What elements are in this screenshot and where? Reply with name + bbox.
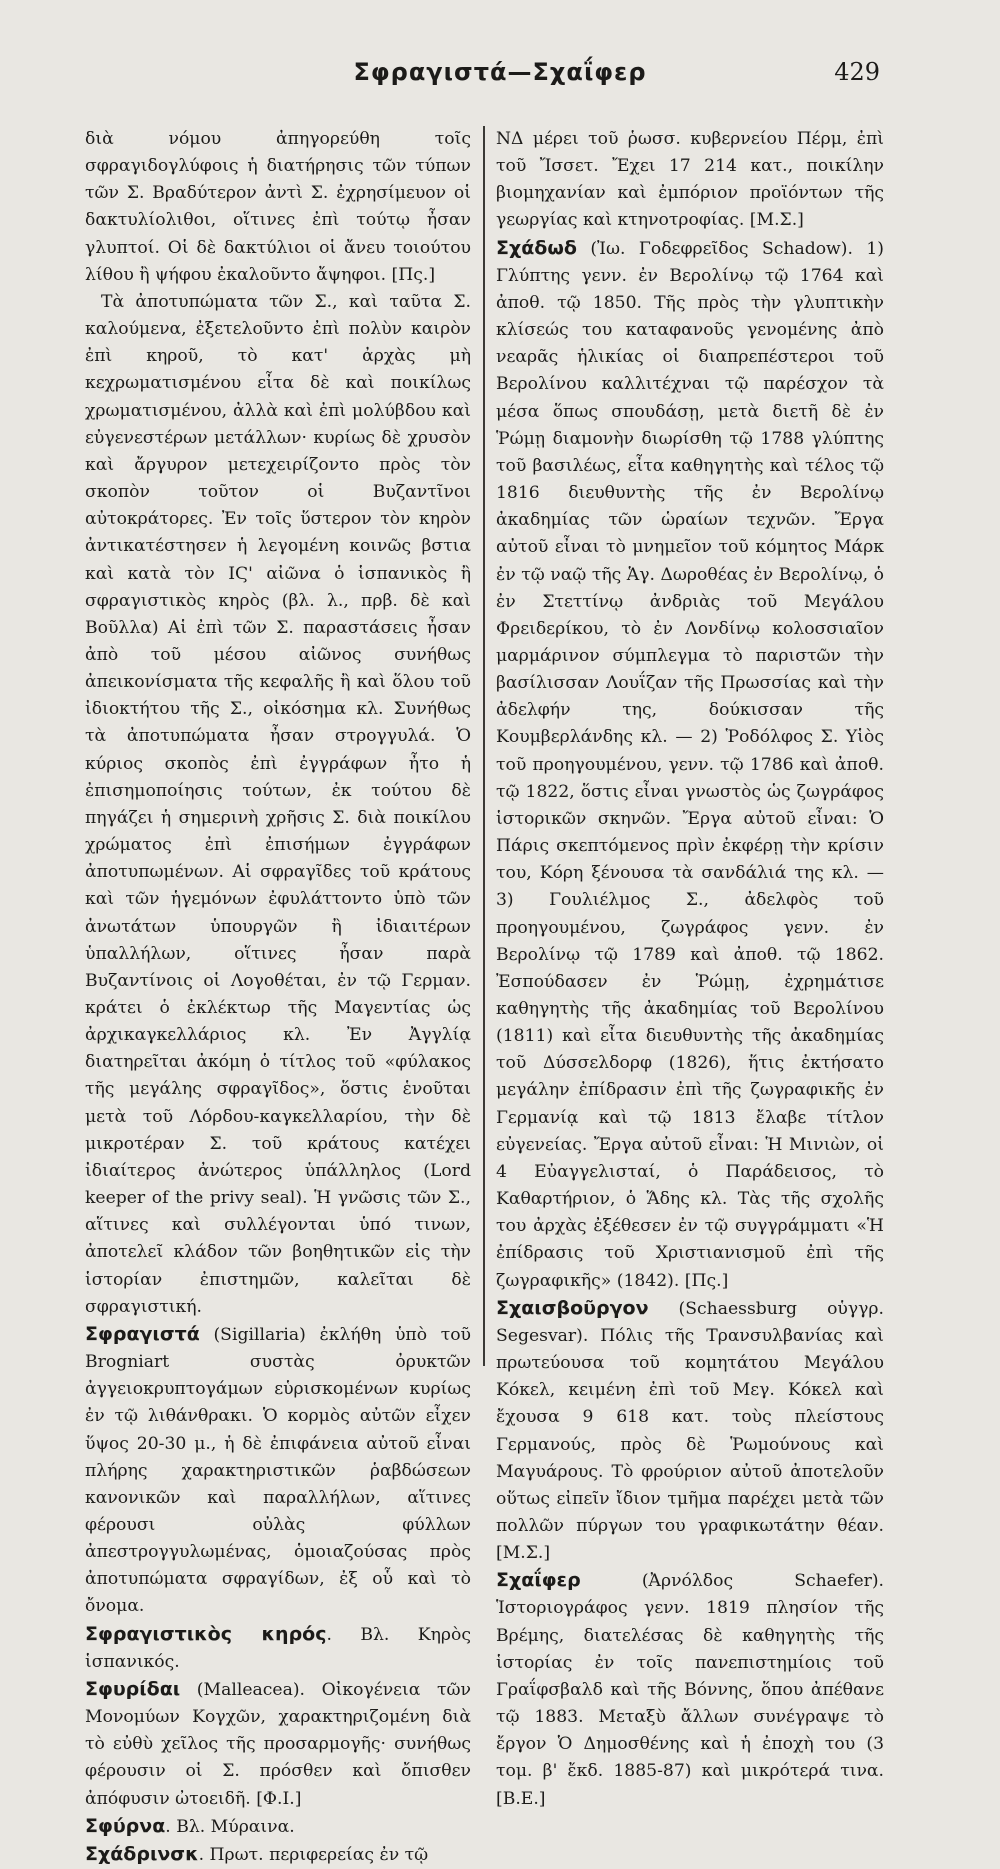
entry-sfragistikos-keros bbox=[85, 1621, 471, 1676]
entry-headword: Σχάδωδ bbox=[496, 236, 577, 259]
left-column bbox=[85, 126, 471, 1869]
entry-sfyrna bbox=[85, 1813, 471, 1841]
entry-text: (Malleacea). Οἰκογένεια τῶν Μονομύων Κογχῶν, χαρακτηριζομένη διὰ τὸ εὐθὺ χεῖλος τῆς προσαρμογῆς· συνήθως φέρουσιν οἱ Σ. πρόσθεν καὶ ὄπισθεν ἀπόφυσιν ὠτοειδῆ. [Φ.Ι.] bbox=[85, 1679, 471, 1809]
paragraph-seal-history: διὰ νόμου ἀπηγορεύθη τοῖς σφραγιδογλύφοις ἡ διατήρησις τῶν τύπων τῶν Σ. Βραδύτερον ἀντὶ Σ. ἐχρησίμευον οἱ δακτυλίολιθοι, οἵτινες ἐπὶ τούτῳ ἦσαν γλυπτοί. Οἱ δὲ δακτύλιοι οἱ ἄνευ τοιούτου λίθου ἢ ψήφου ἐκαλοῦντο ἄψηφοι. [Πς.] bbox=[85, 129, 471, 285]
entry-text: (Sigillaria) ἐκλήθη ὑπὸ τοῦ Brogniart συστὰς ὀρυκτῶν ἀγγειοκρυπτογάμων εὑρισκομένων κυρίως ἐν τῷ λιθάνθρακι. Ὁ κορμὸς αὐτῶν εἶχεν ὕψος 20-30 μ., ἡ δὲ ἐπιφάνεια αὐτοῦ εἶναι πλήρης χαρακτηριστικῶν ῥαβδώσεων κανονικῶν καὶ παραλλήλων, αἵτινες φέρουσι οὐλὰς φύλλων ἀπεστρογγυλωμένας, ὁμοιαζούσας πρὸς ἀποτυπώματα σφραγίδων, ἐξ οὗ καὶ τὸ ὄνομα. bbox=[85, 1324, 471, 1617]
running-head: Σφραγιστά—Σχαΐφερ bbox=[353, 58, 647, 86]
entry-headword: Σχάδρινσκ bbox=[85, 1842, 199, 1865]
entry-headword: Σφραγιστά bbox=[85, 1322, 200, 1345]
page-number: 429 bbox=[834, 58, 880, 86]
entry-sfragista bbox=[85, 1321, 471, 1621]
entry-text: . Βλ. Κηρὸς ἱσπανικός. bbox=[85, 1624, 471, 1672]
entry-text: . Πρωτ. περιφερείας ἐν τῷ bbox=[198, 1844, 429, 1865]
entry-headword: Σφυρίδαι bbox=[85, 1677, 181, 1700]
entry-schaessburg bbox=[496, 1295, 884, 1568]
column-divider bbox=[483, 126, 485, 1366]
entry-headword: Σφραγιστικὸς κηρός bbox=[85, 1622, 327, 1645]
entry-text: (Ἀρνόλδος Schaefer). Ἱστοριογράφος γενν. 1819 πλησίον τῆς Βρέμης, διατελέσας δὲ καθηγητὴς τῆς ἱστορίας ἐν τοῖς πανεπιστημίοις τοῦ Γραΐφσβαλδ καὶ τῆς Βόννης, ὅπου ἀπέθανε τῷ 1883. Μεταξὺ ἄλλων συνέγραψε τὸ ἔργον Ὁ Δημοσθένης καὶ ἡ ἐποχὴ του (3 τομ. β' ἔκδ. 1885-87) καὶ μικρότερά τινα. [Β.Ε.] bbox=[496, 1571, 884, 1809]
entry-headword: Σχαισβοῦργον bbox=[496, 1296, 649, 1319]
page-header bbox=[0, 58, 1000, 98]
entry-text: (Schaessburg οὑγγρ. Segesvar). Πόλις τῆς Τρανσυλβανίας καὶ πρωτεύουσα τοῦ κομητάτου Μεγάλου Κόκελ, κειμένη ἐπὶ τοῦ Μεγ. Κόκελ καὶ ἔχουσα 9 618 κατ. τοὺς πλείστους Γερμανούς, πρὸς δὲ Ῥωμούνους καὶ Μαγυάρους. Τὸ φρούριον αὐτοῦ ἀποτελοῦν οὕτως εἰπεῖν ἴδιον τμῆμα παρέχει μετὰ τῶν πολλῶν πύργων του γραφικωτάτην θέαν. [Μ.Σ.] bbox=[496, 1298, 884, 1564]
entry-text: . Βλ. Μύραινα. bbox=[165, 1816, 295, 1837]
entry-text: (Ἰω. Γοδεφρεῖδος Schadow). 1) Γλύπτης γενν. ἐν Βερολίνῳ τῷ 1764 καὶ ἀποθ. τῷ 1850. Τῆς πρὸς τὴν γλυπτικὴν κλίσεώς του καταφανοῦς γενομένης ἀπὸ νεαρᾶς ἡλικίας οἱ διαπρεπέστεροι τοῦ Βερολίνου καλλιτέχναι τῷ παρέσχον τὰ μέσα ὅπως σπουδάσῃ, μετὰ διετῆ δὲ ἐν Ῥώμῃ διαμονὴν διωρίσθη τῷ 1788 γλύπτης τοῦ βασιλέως, εἶτα καθηγητὴς καὶ τέλος τῷ 1816 διευθυντὴς τῆς ἐν Βερολίνῳ ἀκαδημίας τῶν ὡραίων τεχνῶν. Ἔργα αὐτοῦ εἶναι τὸ μνημεῖον τοῦ κόμητος Μάρκ ἐν τῷ ναῷ τῆς Ἁγ. Δωροθέας ἐν Βερολίνῳ, ὁ ἐν Στεττίνῳ ἀνδριὰς τοῦ Μεγάλου Φρειδερίκου, τὸ ἐν Λονδίνῳ κολοσσιαῖον μαρμάρινον σύμπλεγμα τὸ παριστῶν τὴν βασίλισσαν Λουΐζαν τῆς Πρωσσίας καὶ τὴν ἀδελφήν της, δούκισσαν τῆς Κουμβερλάνδης κλ. — 2) Ῥοδόλφος Σ. Υἱὸς τοῦ προηγουμένου, γενν. τῷ 1786 καὶ ἀποθ. τῷ 1822, ὅστις εἶναι γνωστὸς ὡς ζωγράφος ἱστορικῶν σκηνῶν. Ἔργα αὐτοῦ εἶναι: Ὁ Πάρις σκεπτόμενος πρὶν ἐκφέρῃ τὴν κρίσιν του, Κόρη ξένουσα τὰ σανδάλιά της κλ. — 3) Γουλιέλμος Σ., ἀδελφὸς τοῦ προηγουμένου, ζωγράφος γενν. ἐν Βερολίνῳ τῷ 1789 καὶ ἀποθ. τῷ 1862. Ἐσπούδασεν ἐν Ῥώμῃ, ἐχρημάτισε καθηγητὴς τῆς ἀκαδημίας τοῦ Βερολίνου (1811) καὶ εἶτα διευθυντὴς τῆς ἀκαδημίας τοῦ Δύσσελδορφ (1826), ἥτις ἐκτήσατο μεγάλην ἐπίδρασιν ἐπὶ τῆς ζωγραφικῆς ἐν Γερμανίᾳ καὶ τῷ 1813 ἔλαβε τίτλον εὐγενείας. Ἔργα αὐτοῦ εἶναι: Ἡ Μινιὼν, οἱ 4 Εὐαγγελισταί, ὁ Παράδεισος, τὸ Καθαρτήριον, ὁ Ἅδης κλ. Τὰς τῆς σχολῆς του ἀρχὰς ἐξέθεσεν ἐν τῷ συγγράμματι «Ἡ ἐπίδρασις τοῦ Χριστιανισμοῦ ἐπὶ τῆς ζωγραφικῆς» (1842). [Πς.] bbox=[496, 238, 884, 1291]
entry-schaefer bbox=[496, 1567, 884, 1812]
entry-headword: Σχαΐφερ bbox=[496, 1569, 581, 1592]
paragraph-schadrinsk-continued: ΝΔ μέρει τοῦ ῥωσσ. κυβερνείου Πέρμ, ἐπὶ τοῦ Ἴσσετ. Ἔχει 17 214 κατ., ποικίλην βιομηχανίαν καὶ ἐμπόριον προϊόντων τῆς γεωργίας καὶ κτηνοτροφίας. [Μ.Σ.] bbox=[496, 129, 884, 231]
entry-schadow bbox=[496, 235, 884, 1295]
entry-headword: Σφύρνα bbox=[85, 1814, 166, 1837]
paragraph-seal-impressions: Τὰ ἀποτυπώματα τῶν Σ., καὶ ταῦτα Σ. καλούμενα, ἐξετελοῦντο ἐπὶ πολὺν καιρὸν ἐπὶ κηροῦ, τὸ κατ' ἀρχὰς μὴ κεχρωματισμένου εἶτα δὲ καὶ ποικίλως χρωματισμένου, ἀλλὰ καὶ ἐπὶ μολύβδου καὶ εὐγενεστέρων μετάλλων· κυρίως δὲ χρυσὸν καὶ ἄργυρον μετεχειρίζοντο πρὸς τὸν σκοπὸν τοῦτον οἱ Βυζαντῖνοι αὐτοκράτορες. Ἐν τοῖς ὕστερον τὸν κηρὸν ἀντικατέστησεν ἡ λεγομένη κοινῶς βστια καὶ κατὰ τὸν ΙϚ' αἰῶνα ὁ ἱσπανικὸς ἢ σφραγιστικὸς κηρὸς (βλ. λ., πρβ. δὲ καὶ Βοῦλλα) Αἱ ἐπὶ τῶν Σ. παραστάσεις ἦσαν ἀπὸ τοῦ μέσου αἰῶνος συνήθως ἀπεικονίσματα τῆς κεφαλῆς ἢ καὶ ὅλου τοῦ ἰδιοκτήτου τῆς Σ., οἰκόσημα κλ. Συνήθως τὰ ἀποτυπώματα ἦσαν στρογγυλά. Ὁ κύριος σκοπὸς ἐπὶ ἐγγράφων ἦτο ἡ ἐπισημοποίησις τούτων, ἐκ τούτου δὲ πηγάζει ἡ σημερινὴ χρῆσις Σ. διὰ ποικίλου χρώματος ἐπὶ ἐπισήμων ἐγγράφων ἀποτυπωμένων. Αἱ σφραγῖδες τοῦ κράτους καὶ τῶν ἡγεμόνων ἐφυλάττοντο ὑπὸ τῶν ἀνωτάτων ὑπουργῶν ἢ ἰδιαιτέρων ὑπαλλήλων, οἵτινες ἦσαν παρὰ Βυζαντίνοις οἱ Λογοθέται, ἐν τῷ Γερμαν. κράτει ὁ ἐκλέκτωρ τῆς Μαγεντίας ὡς ἀρχικαγκελλάριος κλ. Ἐν Ἀγγλίᾳ διατηρεῖται ἀκόμη ὁ τίτλος τοῦ «φύλακος τῆς μεγάλης σφραγῖδος», ὅστις ἑνοῦται μετὰ τοῦ Λόρδου-καγκελλαρίου, τὴν δὲ μικροτέραν Σ. τοῦ κράτους κατέχει ἰδιαίτερος ἀνώτερος ὑπάλληλος (Lord keeper of the privy seal). Ἡ γνῶσις τῶν Σ., αἵτινες καὶ συλλέγονται ὑπό τινων, ἀποτελεῖ κλάδον τῶν βοηθητικῶν εἰς τὴν ἱστορίαν ἐπιστημῶν, καλεῖται δὲ σφραγιστική. bbox=[85, 291, 471, 1317]
entry-schadrinsk bbox=[85, 1841, 471, 1869]
entry-sfyridai bbox=[85, 1676, 471, 1813]
right-column bbox=[496, 126, 884, 1813]
